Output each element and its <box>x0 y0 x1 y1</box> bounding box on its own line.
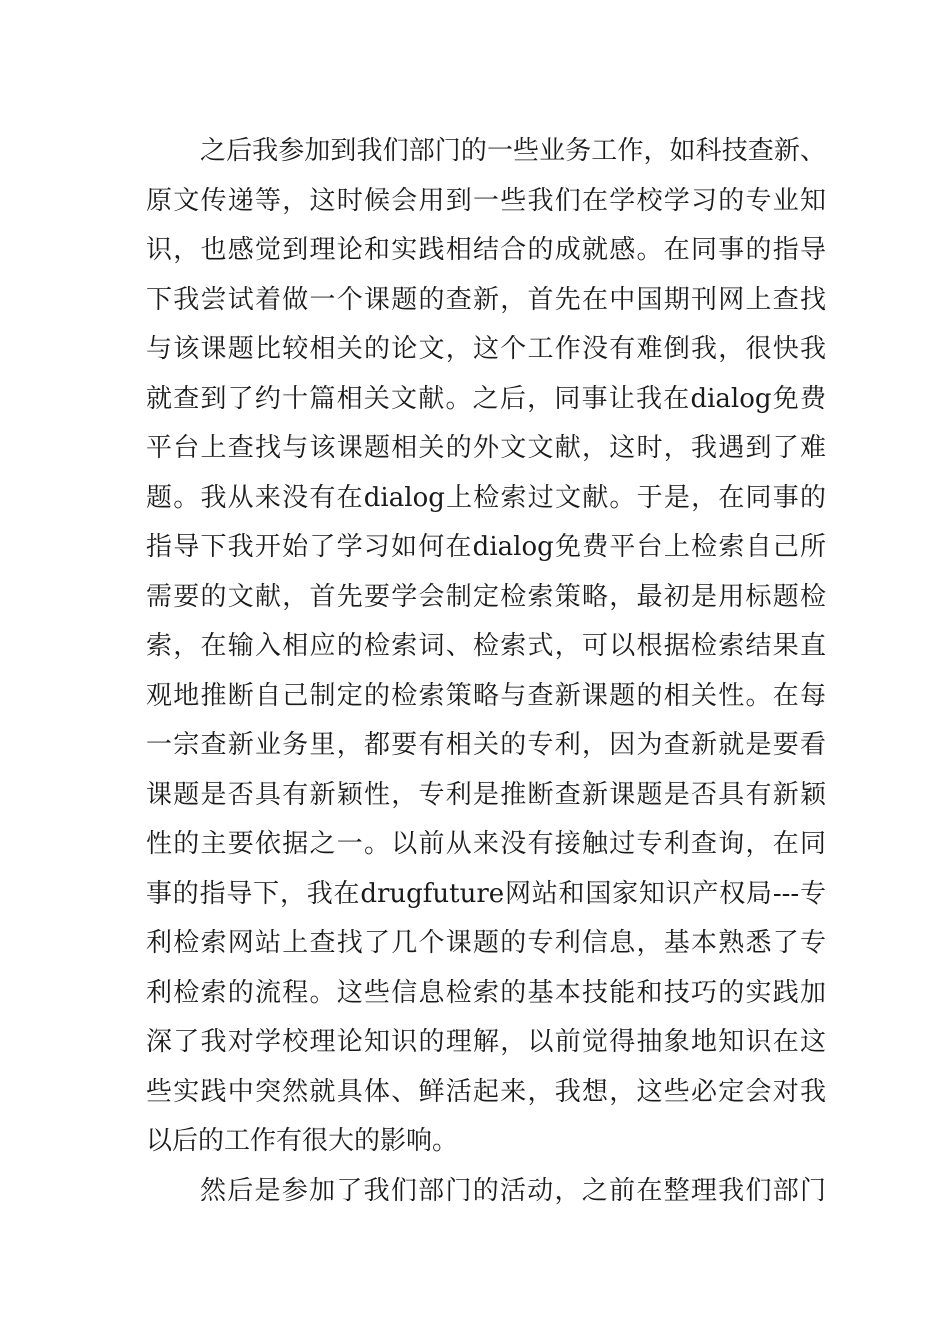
text-line: 事的指导下，我在drugfuture网站和国家知识产权局---专 <box>146 879 826 909</box>
text-line: 利检索的流程。这些信息检索的基本技能和技巧的实践加 <box>146 978 826 1008</box>
text-line: 指导下我开始了学习如何在dialog免费平台上检索自己所 <box>146 532 826 562</box>
text-line: 利检索网站上查找了几个课题的专利信息，基本熟悉了专 <box>146 928 826 958</box>
text-line: 平台上查找与该课题相关的外文文献，这时，我遇到了难 <box>146 433 826 463</box>
text-line: 一宗查新业务里，都要有相关的专利，因为查新就是要看 <box>146 730 826 760</box>
text-line: 课题是否具有新颖性，专利是推断查新课题是否具有新颖 <box>146 780 826 810</box>
text-line: 与该课题比较相关的论文，这个工作没有难倒我，很快我 <box>146 334 826 364</box>
text-line: 就查到了约十篇相关文献。之后，同事让我在dialog免费 <box>146 384 826 414</box>
text-line: 以后的工作有很大的影响。 <box>146 1126 459 1156</box>
text-line: 观地推断自己制定的检索策略与查新课题的相关性。在每 <box>146 681 826 711</box>
text-line: 需要的文献，首先要学会制定检索策略，最初是用标题检 <box>146 582 826 612</box>
text-line: 识，也感觉到理论和实践相结合的成就感。在同事的指导 <box>146 235 826 265</box>
text-line: 题。我从来没有在dialog上检索过文献。于是，在同事的 <box>146 483 826 513</box>
text-line: 原文传递等，这时候会用到一些我们在学校学习的专业知 <box>146 186 826 216</box>
text-line: 下我尝试着做一个课题的查新，首先在中国期刊网上查找 <box>146 285 826 315</box>
text-line: 索，在输入相应的检索词、检索式，可以根据检索结果直 <box>146 631 826 661</box>
text-line: 然后是参加了我们部门的活动，之前在整理我们部门 <box>200 1176 826 1206</box>
text-line: 性的主要依据之一。以前从来没有接触过专利查询，在同 <box>146 829 826 859</box>
text-line: 些实践中突然就具体、鲜活起来，我想，这些必定会对我 <box>146 1077 826 1107</box>
text-line: 之后我参加到我们部门的一些业务工作，如科技查新、 <box>200 136 826 166</box>
text-line: 深了我对学校理论知识的理解，以前觉得抽象地知识在这 <box>146 1027 826 1057</box>
